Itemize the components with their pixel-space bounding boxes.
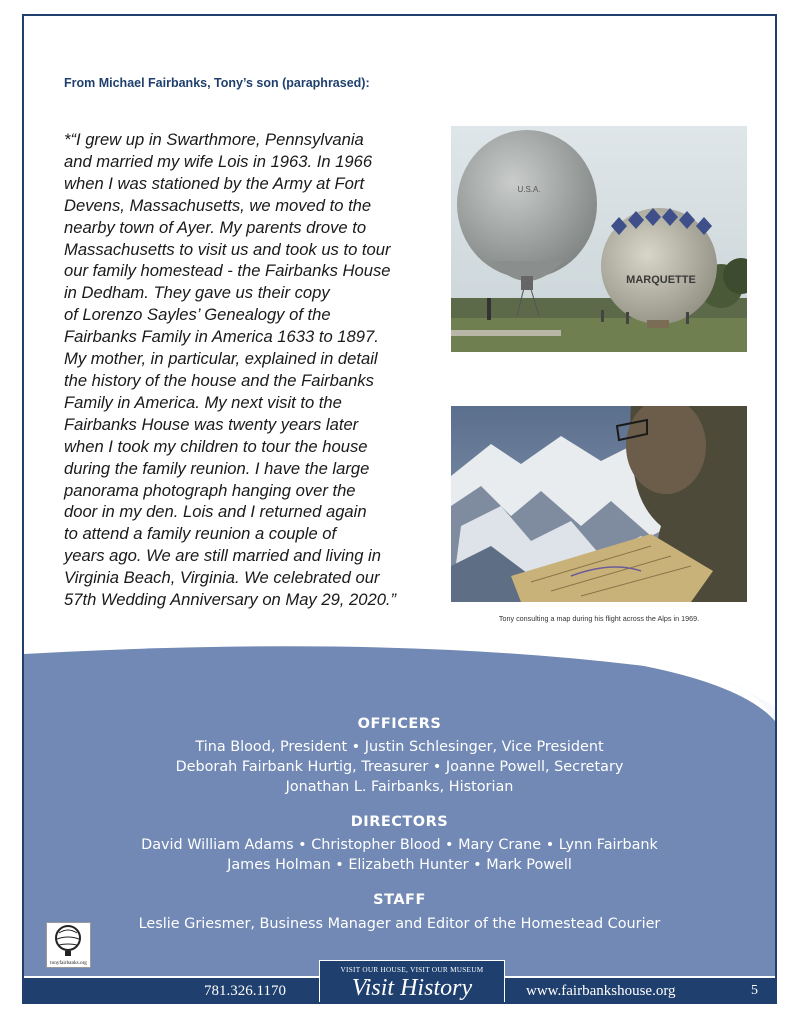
officers-section <box>24 646 775 976</box>
page-frame <box>22 14 777 1004</box>
photo-caption: Tony consulting a map during his flight across the Alps in 1969. <box>498 614 700 623</box>
directors-line-1: David William Adams • Christopher Blood • Mary Crane • Lynn Fairbank <box>141 837 658 853</box>
balloon-label-right: MARQUETTE <box>626 274 696 286</box>
quote-line: our family homestead - the Fairbanks House <box>64 261 391 281</box>
quote-line: My mother, in particular, explained in detail <box>64 349 378 369</box>
quote-text <box>64 129 464 611</box>
balloons-photo <box>451 126 747 352</box>
staff-line-1: Leslie Griesmer, Business Manager and Editor of the Homestead Courier <box>138 916 661 932</box>
quote-line: Fairbanks House was twenty years later <box>64 414 359 434</box>
visit-history-tagline: VISIT OUR HOUSE, VISIT OUR MUSEUM <box>340 966 484 974</box>
quote-line: during the family reunion. I have the large <box>64 458 370 478</box>
staff-title: STAFF <box>373 892 426 908</box>
quote-line: Virginia Beach, Virginia. We celebrated our <box>64 568 380 588</box>
quote-line: 57th Wedding Anniversary on May 29, 2020.” <box>64 590 397 610</box>
quote-line: to attend a family reunion a couple of <box>64 524 337 544</box>
quote-line: Fairbanks Family in America 1633 to 1897. <box>64 327 379 347</box>
footer-website: www.fairbankshouse.org <box>526 983 676 999</box>
quote-line: years ago. We are still married and living in <box>64 546 381 566</box>
page-number: 5 <box>751 983 758 998</box>
directors-line-2: James Holman • Elizabeth Hunter • Mark Powell <box>227 857 572 873</box>
visit-history-logo <box>319 960 505 1004</box>
quote-line: the history of the house and the Fairbanks <box>64 370 374 390</box>
quote-line: nearby town of Ayer. My parents drove to <box>64 217 367 237</box>
officers-title: OFFICERS <box>357 716 442 732</box>
quote-line: Massachusetts to visit us and took us to tour <box>64 239 391 259</box>
logo-text: tonyfairbanks.org <box>50 960 87 966</box>
section-heading: From Michael Fairbanks, Tony’s son (paraphrased): <box>64 76 370 90</box>
quote-line: when I took my children to tour the house <box>64 436 368 456</box>
footer-phone: 781.326.1170 <box>204 983 286 999</box>
officers-line-1: Tina Blood, President • Justin Schlesinger, Vice President <box>195 739 604 755</box>
balloon-logo-icon <box>47 923 90 959</box>
quote-line: and married my wife Lois in 1963. In 1966 <box>64 151 373 171</box>
balloon-label-left: U.S.A. <box>517 185 541 194</box>
quote-line: in Dedham. They gave us their copy <box>64 283 330 303</box>
visit-history-wordmark: Visit History <box>351 975 473 1001</box>
quote-line: of Lorenzo Sayles’ Genealogy of the <box>64 305 331 325</box>
tony-fairbanks-logo <box>46 922 91 968</box>
quote-line: Devens, Massachusetts, we moved to the <box>64 195 372 215</box>
quote-line: *“I grew up in Swarthmore, Pennsylvania <box>64 130 364 149</box>
alps-map-photo <box>451 406 747 602</box>
quote-line: when I was stationed by the Army at Fort <box>64 173 365 193</box>
quote-line: panorama photograph hanging over the <box>64 480 356 500</box>
directors-title: DIRECTORS <box>350 814 449 830</box>
officers-line-3: Jonathan L. Fairbanks, Historian <box>285 779 514 795</box>
quote-line: Family in America. My next visit to the <box>64 392 342 412</box>
officers-line-2: Deborah Fairbank Hurtig, Treasurer • Joanne Powell, Secretary <box>175 759 624 775</box>
quote-line: door in my den. Lois and I returned again <box>64 502 367 522</box>
